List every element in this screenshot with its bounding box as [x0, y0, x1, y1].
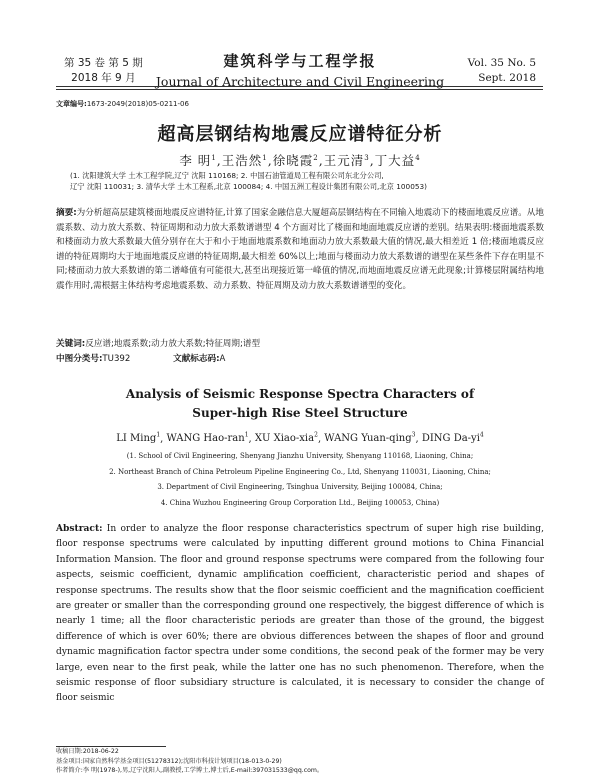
- author-cn: 王元清$^3$: [323, 153, 370, 168]
- title-cn: 超高层钢结构地震反应谱特征分析: [157, 124, 443, 145]
- article-number: [56, 99, 189, 109]
- header-right: [468, 56, 536, 86]
- affiliation-en-line: 4. China Wuzhou Engineering Group Corporation Ltd., Beijing 100053, China): [160, 498, 440, 507]
- date-cn: 2018 年 9 月: [71, 72, 136, 84]
- author-cn: 王浩然$^1$: [221, 153, 268, 168]
- author-en: WANG Yuan-qing$^3$: [324, 432, 416, 445]
- classification-label: 中图分类号:: [56, 354, 103, 364]
- abstract-cn: [56, 206, 544, 293]
- affiliation-cn-line: (1. 沈阳建筑大学 土木工程学院,辽宁 沈阳 110168; 2. 中国石油管道局工程有限公司东北分公司,: [70, 171, 384, 180]
- footnote-author-bio: 作者简介:李 明(1978-),男,辽宁沈阳人,副教授,工学博士,博士后,E-mail:397031533@qq.com。: [56, 767, 324, 774]
- date-en: Sept. 2018: [478, 72, 536, 84]
- author-en: LI Ming$^1$: [116, 432, 161, 445]
- footnote-received: 收稿日期:2018-06-22: [56, 748, 119, 755]
- doc-code-label: 文献标志码:: [173, 354, 220, 364]
- affiliation-en-line: (1. School of Civil Engineering, Shenyang Jianzhu University, Shenyang 110168, Liaoning, China;: [126, 452, 474, 460]
- header-left: [64, 56, 143, 86]
- article-number-label: 文章编号:: [56, 100, 87, 108]
- article-number-value: 1673-2049(2018)05-0211-06: [86, 100, 189, 108]
- journal-name-cn: 建筑科学与工程学报: [223, 52, 377, 70]
- journal-name-en: Journal of Architecture and Civil Engineering: [155, 74, 445, 89]
- authors-en: LI Ming$^1$, WANG Hao-ran$^1$, XU Xiao-xia$^2$, WANG Yuan-qing$^3$, DING $Da-yi^4$: [116, 432, 484, 445]
- author-cn: 丁大益$^4$: [374, 153, 421, 168]
- abstract-cn-label: 摘要:: [56, 208, 77, 218]
- header-center: [150, 50, 450, 89]
- abstract-en-text: In order to analyze the floor response characteristics spectrum of super high rise building, floor response spectrums were calculated by inputting different ground motions to China Financial Information Mansion. The floor and ground response spectrums were compared from the following four aspects, seismic coefficient, dynamic amplification coefficient, characteristic period and shapes of response spectrums. The results show that the floor seismic coefficient and the magnification coefficient are greater or smaller than the corresponding ground one respectively, the biggest difference of which is nearly 1 time; all the floor characteristic periods are greater than those of the ground, the biggest difference of which is over 60%; there are obvious differences between the shapes of floor and ground dynamic magnification factor spectra under some conditions, the second peak of the former may be very large, even near to the first peak, while the latter one has no such phenomenon. Therefore, when the seismic response of floor subsidiary structure is calculated, it is necessary to consider the change of floor seismic: [56, 524, 544, 704]
- header-rule-thick: [56, 86, 543, 87]
- classification-value: TU392: [102, 354, 131, 364]
- affiliation-en-line: 3. Department of Civil Engineering, Tsinghua University, Beijing 100084, China;: [157, 483, 443, 491]
- doc-code-value: A: [219, 354, 226, 364]
- volume-en: Vol. 35 No. 5: [467, 57, 536, 69]
- journal-header: [0, 10, 600, 90]
- author-en: DING $Da-yi^4$: [421, 432, 484, 445]
- abstract-en-label: Abstract:: [56, 523, 103, 534]
- keywords-cn: [56, 337, 544, 349]
- volume-cn: 第 35 卷 第 5 期: [64, 57, 143, 69]
- affiliations-en: [40, 449, 560, 511]
- author-en: XU Xiao-xia$^2$: [254, 432, 318, 445]
- author-en: WANG Hao-ran$^1$: [166, 432, 249, 445]
- abstract-en: [56, 521, 544, 707]
- title-en-line: Analysis of Seismic Response Spectra Characters of: [125, 387, 475, 401]
- footnotes: [56, 747, 544, 776]
- affiliations-cn: [70, 170, 530, 192]
- authors-cn: 李 明$^1$,王浩然$^1$,徐晓霞$^2$,王元清$^3$,丁大益$^4$: [179, 153, 421, 168]
- classification-line: [56, 352, 544, 364]
- keywords-cn-label: 关键词:: [56, 339, 86, 349]
- author-cn: 徐晓霞$^2$: [272, 153, 319, 168]
- author-cn: 李 明$^1$: [179, 153, 217, 168]
- title-en-line: Super-high Rise Steel Structure: [192, 406, 408, 420]
- header-rule-thin: [56, 89, 543, 90]
- title-en: [0, 385, 600, 423]
- abstract-cn-text: 为分析超高层建筑楼面地震反应谱特征,计算了国家金融信息大厦超高层钢结构在不同输入地震动下的楼面地震反应谱。从地震系数、动力放大系数、特征周期和动力放大系数谱谱型 4 个方面对比了楼面和地面地震反应谱的差别。结果表明:楼面地震系数和楼面动力放大系数最大值分别存在大于和小于地面地震系数和地面动力放大系数最大值的情况,最大相差近 1 倍;楼面地震反应谱的特征周期均大于地面地震反应谱的特征周期,最大相差 60%以上;地面与楼面动力放大系数谱的谱型在某些条件下存在明显不同;楼面动力放大系数谱的第二谱峰值有可能很大,甚至出现接近第一峰值的情况,而地面地震反应谱无此现象;计算楼层附属结构地震作用时,需根据主体结构考虑地震系数、动力系数、特征周期及动力放大系数谱谱型的变化。: [56, 208, 545, 291]
- keywords-cn-text: 反应谱;地震系数;动力放大系数;特征周期;谱型: [85, 339, 261, 349]
- affiliation-en-line: 2. Northeast Branch of China Petroleum Pipeline Engineering Co., Ltd, Shenyang 110031, Liaoning, China;: [109, 467, 491, 476]
- footnote-funding: 基金项目:国家自然科学基金项目(51278312);沈阳市科技计划项目(18-013-0-29): [56, 757, 282, 765]
- affiliation-cn-line: 辽宁 沈阳 110031; 3. 清华大学 土木工程系,北京 100084; 4. 中国五洲工程设计集团有限公司,北京 100053): [70, 182, 427, 191]
